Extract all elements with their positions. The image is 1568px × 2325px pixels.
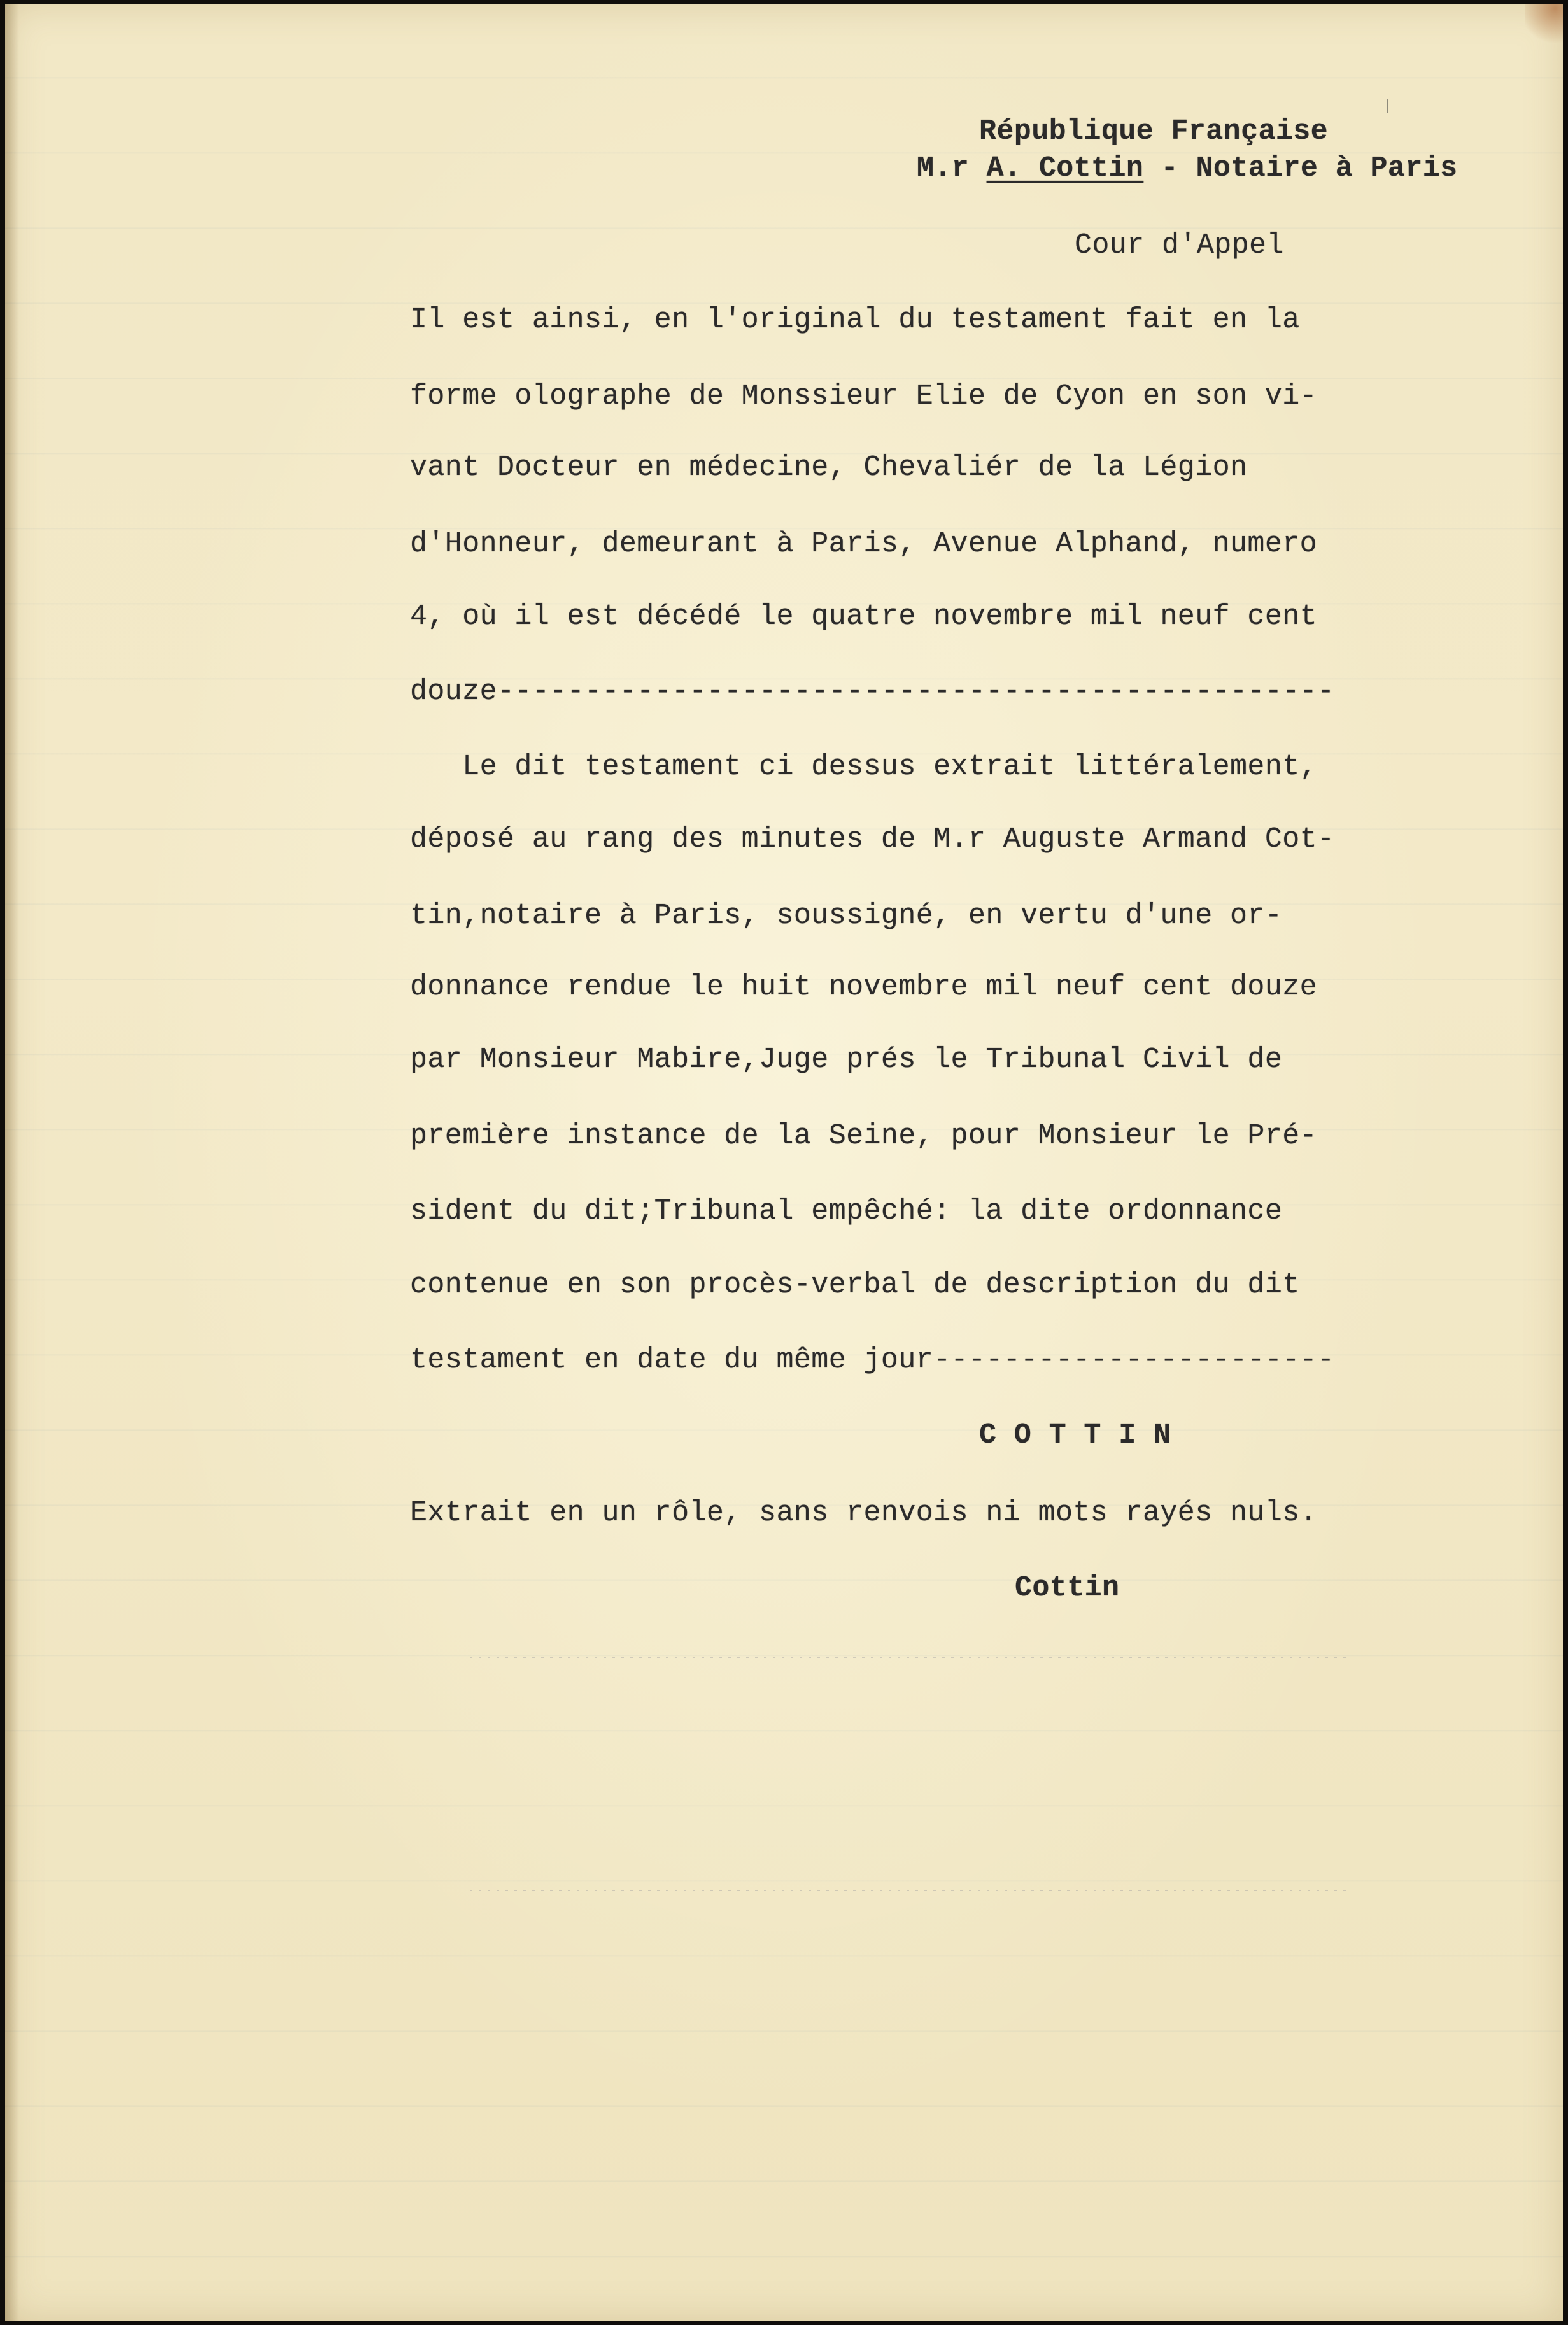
body-line-3: vant Docteur en médecine, Chevaliér de la Légion [410, 451, 1248, 484]
paper-corner-stain [1525, 4, 1563, 48]
body-line-13: sident du dit;Tribunal empêché: la dite ordonnance [410, 1195, 1283, 1227]
header-court: Cour d'Appel [1075, 229, 1284, 262]
faint-dotted-line-2 [470, 1890, 1348, 1891]
body-line-7: Le dit testament ci dessus extrait littéralement, [410, 751, 1318, 783]
body-line-2: forme olographe de Monssieur Elie de Cyon en son vi- [410, 380, 1318, 413]
body-line-12: première instance de la Seine, pour Monsieur le Pré- [410, 1120, 1318, 1152]
body-line-11: par Monsieur Mabire,Juge prés le Tribunal Civil de [410, 1043, 1283, 1076]
body-line-1: Il est ainsi, en l'original du testament fait en la [410, 304, 1300, 336]
faint-dotted-line-1 [470, 1657, 1348, 1658]
body-line-6: douze------------------------------------------------ [410, 675, 1335, 708]
typed-signature: C O T T I N [979, 1419, 1171, 1452]
header-notary-prefix: M.r [917, 152, 987, 185]
header-notary-name: A. Cottin [986, 152, 1144, 185]
final-signature: Cottin [1015, 1572, 1120, 1604]
closing-line: Extrait en un rôle, sans renvois ni mots rayés nuls. [410, 1497, 1318, 1529]
body-line-10: donnance rendue le huit novembre mil neuf cent douze [410, 971, 1318, 1003]
header-republic: République Française [979, 115, 1329, 148]
header-notary-suffix: - Notaire à Paris [1143, 152, 1458, 185]
body-line-5: 4, où il est décédé le quatre novembre mil neuf cent [410, 600, 1318, 633]
body-line-8: déposé au rang des minutes de M.r Auguste Armand Cot- [410, 823, 1335, 856]
paper-sheet [5, 4, 1563, 2321]
body-line-14: contenue en son procès-verbal de description du dit [410, 1269, 1300, 1301]
body-line-15: testament en date du même jour----------------------- [410, 1344, 1335, 1376]
header-notary-line [917, 154, 1458, 183]
paper-left-edge-shadow [5, 4, 19, 2321]
body-line-4: d'Honneur, demeurant à Paris, Avenue Alphand, numero [410, 528, 1318, 560]
pencil-tick-mark [1387, 99, 1388, 113]
body-line-9: tin,notaire à Paris, soussigné, en vertu d'une or- [410, 900, 1283, 932]
